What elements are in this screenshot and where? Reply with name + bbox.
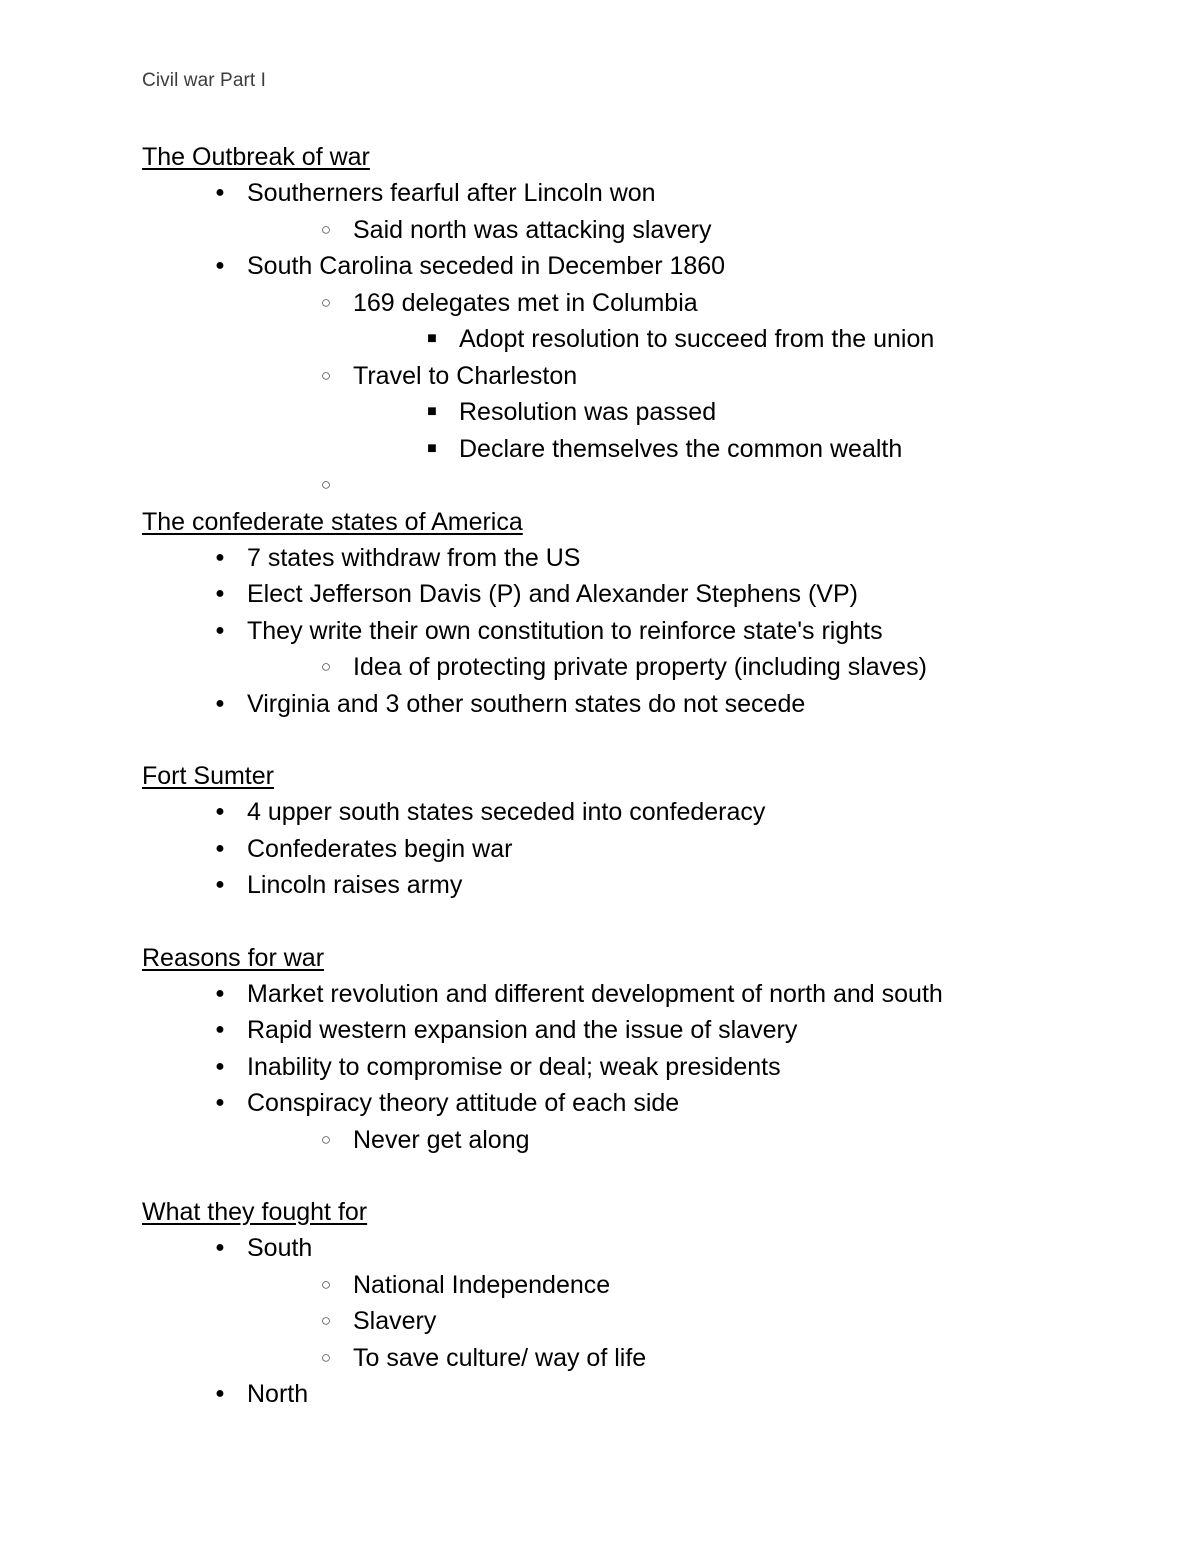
filled-bullet-icon: ● <box>215 803 225 820</box>
section-heading: Reasons for war <box>142 943 325 972</box>
filled-bullet-icon: ● <box>215 1239 225 1256</box>
list-item-text: 4 upper south states seceded into confederacy <box>247 798 766 826</box>
hollow-bullet-icon: ○ <box>320 1274 332 1294</box>
filled-bullet-icon: ● <box>215 184 225 201</box>
list-item-text: North <box>247 1380 309 1408</box>
filled-bullet-icon: ● <box>215 694 225 712</box>
list-item <box>142 576 1142 613</box>
list-item-text: South Carolina seceded in December 1860 <box>247 252 726 280</box>
list-item <box>142 1376 1142 1413</box>
hollow-bullet-icon: ○ <box>320 1129 332 1149</box>
list-item <box>142 248 1142 285</box>
list-item-text: Market revolution and different development of north and south <box>247 979 943 1008</box>
list-item <box>142 686 1142 723</box>
list-item-text: Resolution was passed <box>459 398 717 426</box>
list-item <box>142 649 1142 686</box>
list-item <box>142 1303 1142 1340</box>
list-item-text: South <box>247 1234 313 1262</box>
list-item <box>142 1267 1142 1304</box>
list-item <box>142 394 1142 431</box>
list-item <box>142 175 1142 212</box>
filled-bullet-icon: ● <box>215 621 225 639</box>
filled-bullet-icon: ● <box>215 984 225 1002</box>
list-item-text: Said north was attacking slavery <box>353 215 712 244</box>
section-heading: The Outbreak of war <box>142 143 370 171</box>
list-item <box>142 285 1142 322</box>
list-item <box>142 358 1142 395</box>
hollow-bullet-icon: ○ <box>320 475 332 494</box>
hollow-bullet-icon: ○ <box>320 219 332 239</box>
document-header: Civil war Part I <box>142 70 267 91</box>
list-item <box>142 831 1142 868</box>
section-heading: What they fought for <box>142 1198 368 1226</box>
hollow-bullet-icon: ○ <box>320 365 332 385</box>
list-item-text: Rapid western expansion and the issue of slavery <box>247 1016 798 1044</box>
list-item <box>142 1122 1142 1159</box>
list-item <box>142 613 1142 650</box>
list-item-text: Confederates begin war <box>247 834 513 863</box>
section-heading: The confederate states of America <box>142 507 523 536</box>
list-item-text: Conspiracy theory attitude of each side <box>247 1089 680 1117</box>
list-item <box>142 321 1142 358</box>
list-item-text: Adopt resolution to succeed from the union <box>459 325 935 353</box>
list-item <box>142 540 1142 577</box>
list-item-text: Travel to Charleston <box>353 361 578 390</box>
list-item-text: 169 delegates met in Columbia <box>353 288 698 317</box>
hollow-bullet-icon: ○ <box>320 1347 332 1367</box>
blank-line <box>142 1158 1142 1194</box>
list-item-text: Never get along <box>353 1125 530 1154</box>
list-item-text: 7 states withdraw from the US <box>247 543 581 572</box>
list-item-text: National Independence <box>353 1270 611 1299</box>
hollow-bullet-icon: ○ <box>320 292 332 312</box>
list-item-text: Lincoln raises army <box>247 871 463 899</box>
filled-bullet-icon: ● <box>215 839 225 857</box>
list-item <box>142 467 1142 504</box>
square-bullet-icon: ■ <box>427 403 437 420</box>
list-item-text: Declare themselves the common wealth <box>459 434 903 463</box>
list-item <box>142 1230 1142 1267</box>
list-item <box>142 1012 1142 1049</box>
blank-line <box>142 722 1142 758</box>
blank-line <box>142 904 1142 940</box>
list-item-text: Elect Jefferson Davis (P) and Alexander Stephens (VP) <box>247 580 858 608</box>
filled-bullet-icon: ● <box>215 1057 225 1075</box>
filled-bullet-icon: ● <box>215 257 225 274</box>
filled-bullet-icon: ● <box>215 548 225 566</box>
list-item-text: Virginia and 3 other southern states do not secede <box>247 689 806 718</box>
document-body <box>142 139 1142 1413</box>
square-bullet-icon: ■ <box>427 330 437 347</box>
filled-bullet-icon: ● <box>215 876 225 893</box>
list-item-text: Slavery <box>353 1307 437 1335</box>
list-item-text: They write their own constitution to reinforce state's rights <box>247 616 883 645</box>
filled-bullet-icon: ● <box>215 585 225 602</box>
list-item <box>142 867 1142 904</box>
list-item <box>142 794 1142 831</box>
list-item-text: To save culture/ way of life <box>353 1343 647 1372</box>
list-item-text: Idea of protecting private property (including slaves) <box>353 653 927 681</box>
list-item <box>142 976 1142 1013</box>
list-item <box>142 1049 1142 1086</box>
list-item <box>142 1085 1142 1122</box>
filled-bullet-icon: ● <box>215 1385 225 1402</box>
section-heading: Fort Sumter <box>142 762 274 790</box>
list-item-text: Southerners fearful after Lincoln won <box>247 179 656 207</box>
filled-bullet-icon: ● <box>215 1094 225 1111</box>
square-bullet-icon: ■ <box>427 439 437 457</box>
list-item <box>142 1340 1142 1377</box>
list-item-text: Inability to compromise or deal; weak presidents <box>247 1052 781 1081</box>
filled-bullet-icon: ● <box>215 1021 225 1038</box>
hollow-bullet-icon: ○ <box>320 1311 332 1330</box>
hollow-bullet-icon: ○ <box>320 657 332 676</box>
list-item <box>142 212 1142 249</box>
list-item <box>142 431 1142 468</box>
